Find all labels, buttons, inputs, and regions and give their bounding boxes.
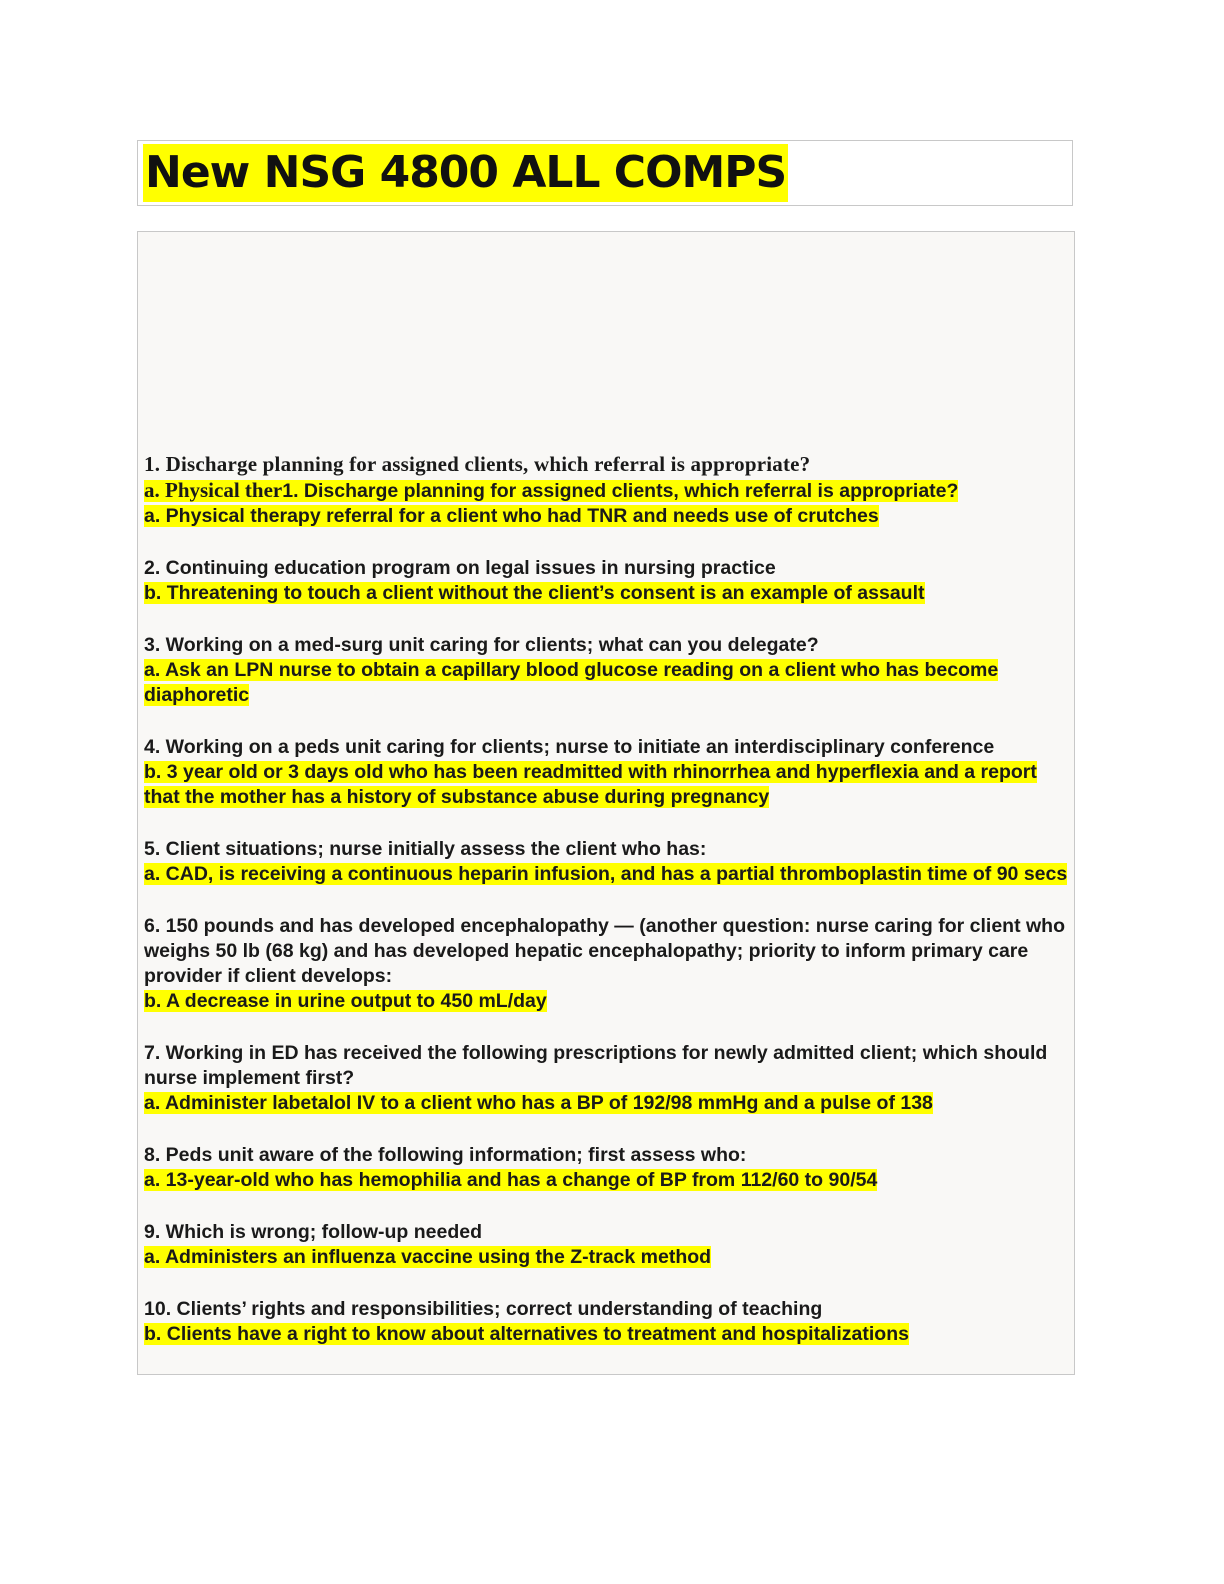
answer-1-line2: a. Physical therapy referral for a client who had TNR and needs use of crutches xyxy=(144,505,879,527)
page-title: New NSG 4800 ALL COMPS xyxy=(143,144,788,202)
question-4: 4. Working on a peds unit caring for clients; nurse to initiate an interdisciplinary conference xyxy=(144,736,995,758)
answer-8: a. 13-year-old who has hemophilia and has a change of BP from 112/60 to 90/54 xyxy=(144,1169,878,1191)
question-3: 3. Working on a med-surg unit caring for clients; what can you delegate? xyxy=(144,634,819,656)
qa-item-3 xyxy=(144,633,1068,708)
answer-10: b. Clients have a right to know about alternatives to treatment and hospitalizations xyxy=(144,1323,909,1345)
answer-5: a. CAD, is receiving a continuous heparin infusion, and has a partial thromboplastin time of 90 secs xyxy=(144,863,1068,885)
answer-9: a. Administers an influenza vaccine using the Z-track method xyxy=(144,1246,712,1268)
qa-list xyxy=(144,452,1068,1374)
question-1: 1. Discharge planning for assigned clients, which referral is appropriate? xyxy=(144,452,811,476)
content-box xyxy=(137,231,1075,1375)
qa-item-8 xyxy=(144,1143,1068,1193)
question-2: 2. Continuing education program on legal issues in nursing practice xyxy=(144,557,776,579)
question-5: 5. Client situations; nurse initially assess the client who has: xyxy=(144,838,707,860)
qa-item-2 xyxy=(144,556,1068,606)
answer-1-line1: 1. Discharge planning for assigned clients, which referral is appropriate? xyxy=(282,480,959,502)
answer-3: a. Ask an LPN nurse to obtain a capillary blood glucose reading on a client who has become diaphoretic xyxy=(144,659,999,706)
question-8: 8. Peds unit aware of the following information; first assess who: xyxy=(144,1144,747,1166)
answer-2: b. Threatening to touch a client without the client’s consent is an example of assault xyxy=(144,582,925,604)
qa-item-9 xyxy=(144,1220,1068,1270)
qa-item-4 xyxy=(144,735,1068,810)
question-6: 6. 150 pounds and has developed encephalopathy — (another question: nurse caring for client who weighs 50 lb (68 kg) and has developed hepatic encephalopathy; priority to inform primary care provider if client develops: xyxy=(144,915,1065,987)
answer-1-prefix: a. Physical ther xyxy=(144,478,283,502)
qa-item-1 xyxy=(144,452,1068,529)
question-7: 7. Working in ED has received the following prescriptions for newly admitted client; which should nurse implement first? xyxy=(144,1042,1048,1089)
answer-7: a. Administer labetalol IV to a client who has a BP of 192/98 mmHg and a pulse of 138 xyxy=(144,1092,933,1114)
answer-6: b. A decrease in urine output to 450 mL/day xyxy=(144,990,547,1012)
qa-item-5 xyxy=(144,837,1068,887)
qa-item-6 xyxy=(144,914,1068,1014)
question-9: 9. Which is wrong; follow-up needed xyxy=(144,1221,482,1243)
qa-item-10 xyxy=(144,1297,1068,1347)
title-box xyxy=(137,140,1073,206)
question-10: 10. Clients’ rights and responsibilities; correct understanding of teaching xyxy=(144,1298,823,1320)
qa-item-7 xyxy=(144,1041,1068,1116)
answer-4: b. 3 year old or 3 days old who has been readmitted with rhinorrhea and hyperflexia and a report that the mother has a history of substance abuse during pregnancy xyxy=(144,761,1037,808)
